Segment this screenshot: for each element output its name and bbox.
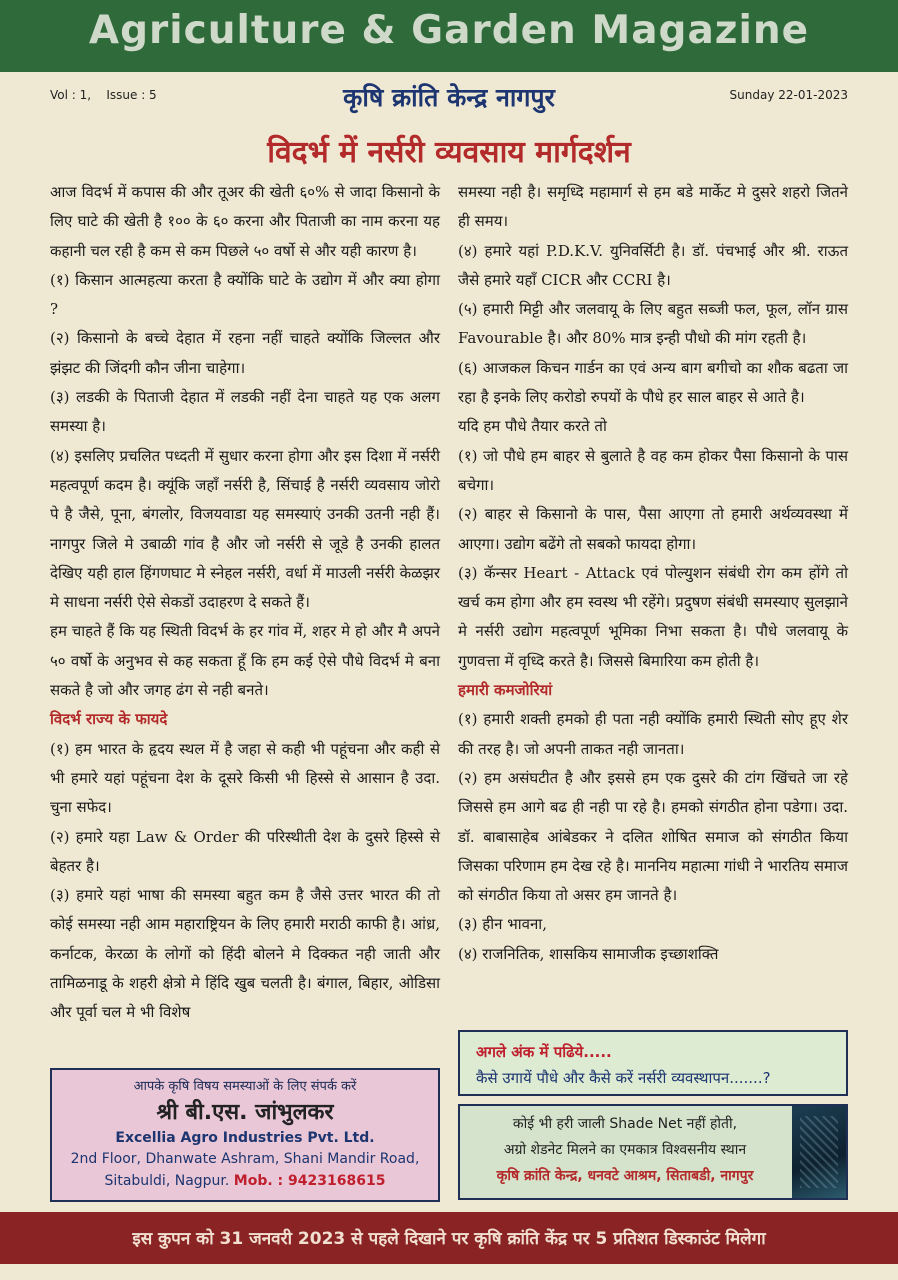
shade-net-line-3: कृषि क्रांति केन्द्र, धनवटे आश्रम, सिताबडी, नागपुर	[496, 1168, 754, 1184]
paragraph: (१) हमारी शक्ती हमको ही पता नही क्योंकि हमारी स्थिती सोए हूए शेर की तरह है। जो अपनी ताकत नही जानता।	[458, 710, 848, 758]
paragraph: यदि हम पौधे तैयार करते तो	[458, 417, 607, 436]
shade-net-photo	[792, 1106, 846, 1198]
paragraph: (१) किसान आत्महत्या करता है क्योंकि घाटे के उद्योग में और क्या होगा ?	[50, 270, 440, 319]
section-heading-weaknesses: हमारी कमजोरियां	[458, 681, 553, 700]
article-column-left	[50, 178, 440, 1028]
mobile-number: Mob. : 9423168615	[233, 1173, 386, 1189]
paragraph: (६) आजकल किचन गार्डन का एवं अन्य बाग बगीचो का शौक बढता जा रहा है इनके लिए करोडो रुपयों के पौधे हर साल बाहर से आते है।	[458, 358, 848, 407]
organization-name: कृषि क्रांति केन्द्र नागपुर	[343, 83, 555, 112]
section-heading-advantages: विदर्भ राज्य के फायदे	[50, 710, 168, 729]
shade-net-box	[458, 1104, 848, 1200]
contact-lead: आपके कृषि विषय समस्याओं के लिए संपर्क करें	[133, 1079, 357, 1094]
paragraph: (१) हम भारत के हृदय स्थल में है जहा से कही भी पहूंचना और कही से भी हमारे यहां पहूंचना देश के दूसरे किसी भी हिस्से से आसान है उदा. चुना सफेद।	[50, 739, 440, 817]
magazine-title: Agriculture & Garden Magazine	[88, 8, 810, 53]
coupon-text: इस कुपन को 31 जनवरी 2023 से पहले दिखाने पर कृषि क्रांति केंद्र पर 5 प्रतिशत डिस्काउंट मिलेगा	[132, 1229, 766, 1249]
paragraph: (१) जो पौधे हम बाहर से बुलाते है वह कम होकर पैसा किसानो के पास बचेगा।	[458, 446, 848, 494]
paragraph: (३) हमारे यहां भाषा की समस्या बहुत कम है जैसे उत्तर भारत की तो कोई समस्या नही आम महाराष्ट्रियन के लिए हमारी मराठी काफी है। आंध्र, कर्नाटक, केरळा के लोगों को हिंदी बोलने मे दिक्कत नही जाती और तामिळनाडू के शहरी क्षेत्रो मे हिंदि खुब चलती है। बंगाल, बिहार, ओडिसा और पूर्वा चल मे भी विशेष	[50, 886, 440, 1022]
coupon-footer	[0, 1212, 898, 1264]
address-line: 2nd Floor, Dhanwate Ashram, Shani Mandir Road,	[70, 1151, 420, 1167]
volume-label: Vol : 1,	[50, 88, 92, 102]
paragraph: आज विदर्भ में कपास की और तूअर की खेती ६०% से जादा किसानो के लिए घाटे की खेती है १०० के ६० करना और पिताजी का नाम करना यह कहानी चल रही है कम से कम पिछले ५० वर्षो से और यही कारण है।	[50, 183, 440, 260]
paragraph: (३) लडकी के पिताजी देहात में लडकी नहीं देना चाहते यह एक अलग समस्या है।	[50, 388, 440, 436]
masthead	[0, 0, 898, 72]
contact-box	[50, 1068, 440, 1202]
shade-net-line-1: कोई भी हरी जाली Shade Net नहीं होती,	[512, 1116, 738, 1132]
article-headline: विदर्भ में नर्सरी व्यवसाय मार्गदर्शन	[267, 135, 631, 170]
paragraph: हम चाहते हैं कि यह स्थिती विदर्भ के हर गांव में, शहर मे हो और मै अपने ५० वर्षो के अनुभव से कह सकता हूँ कि हम कई ऐसे पौधे विदर्भ मे बना सकते है जो और जगह ढंग से नही बनते।	[50, 622, 440, 700]
next-issue-body: कैसे उगायें पौधे और कैसे करें नर्सरी व्यवस्थापन.......?	[476, 1069, 771, 1087]
article-column-right	[458, 178, 848, 969]
contact-address	[52, 1148, 438, 1192]
paragraph: (३) कॅन्सर Heart - Attack एवं पोल्युशन संबंधी रोग कम होंगे तो खर्च कम होगा और हम स्वस्थ भी रहेंगे। प्रदुषण संबंधी समस्याए सुलझाने मे नर्सरी उद्योग महत्वपूर्ण भूमिका निभा सकता है। पौधे जलवायू के गुणवत्ता में वृध्दि करते है। जिससे बिमारिया कम होती है।	[458, 563, 848, 670]
next-issue-title: अगले अंक में पढिये.....	[476, 1043, 612, 1061]
next-issue-box	[458, 1030, 848, 1096]
paragraph: (५) हमारी मिट्टी और जलवायू के लिए बहुत सब्जी फल, फूल, लॉन ग्रास Favourable है। और 80% मात्र इन्ही पौधो की मांग रहती है।	[458, 300, 848, 348]
paragraph: समस्या नही है। समृध्दि महामार्ग से हम बडे मार्केट मे दुसरे शहरो जितने ही समय।	[458, 183, 848, 231]
address-city: Sitabuldi, Nagpur.	[104, 1173, 230, 1189]
paragraph: (४) राजनितिक, शासकिय सामाजीक इच्छाशक्ति	[458, 944, 719, 963]
paragraph: (४) इसलिए प्रचलित पध्दती में सुधार करना होगा और इस दिशा में नर्सरी महत्वपूर्ण कदम है। क्यूंकि जहाँ नर्सरी है, सिंचाई है नर्सरी व्यवसाय जोरो पे है जैसे, पूना, बंगलोर, विजयवाडा यह समस्याएं उनकी उतनी नही हैं। नागपुर जिले मे उबाळी गांव है और जो नर्सरी से जूडे है उनकी हालत देखिए यही हाल हिंगणघाट मे स्नेहल नर्सरी, वर्धा में माउली नर्सरी केळझर मे साधना नर्सरी ऐसे सेकडों उदाहरण दे सकते हैं।	[50, 446, 440, 612]
paragraph: (२) किसानो के बच्चे देहात में रहना नहीं चाहते क्योंकि जिल्लत और झंझट की जिंदगी कौन जीना चाहेगा।	[50, 329, 440, 377]
issue-info-bar	[0, 72, 898, 120]
paragraph: (२) हम असंघटीत है और इससे हम एक दुसरे की टांग खिंचते जा रहे जिससे हम आगे बढ ही नही पा रहे है। हमको संगठीत होना पडेगा। उदा. डॉ. बाबासाहेब आंबेडकर ने दलित शोषित समाज को संगठीत किया जिसका परिणाम हम देख रहे है। माननिय महात्मा गांधी ने भारतिय समाज को संगठीत किया तो असर हम जानते है।	[458, 768, 848, 905]
contact-company: Excellia Agro Industries Pvt. Ltd.	[115, 1130, 375, 1146]
address-line-2	[52, 1170, 438, 1192]
paragraph: (२) बाहर से किसानो के पास, पैसा आएगा तो हमारी अर्थव्यवस्था में आएगा। उद्योग बढेंगे तो सबको फायदा होगा।	[458, 505, 848, 553]
issue-label: Issue : 5	[106, 88, 157, 102]
paragraph: (४) हमारे यहां P.D.K.V. युनिवर्सिटी है। डॉ. पंचभाई और श्री. राऊत जैसे हमारे यहाँ CICR और CCRI है।	[458, 241, 848, 289]
paragraph: (२) हमारे यहा Law & Order की परिस्थीती देश के दुसरे हिस्से से बेहतर है।	[50, 827, 440, 875]
issue-date: Sunday 22-01-2023	[729, 88, 848, 102]
shade-net-line-2: अग्रो शेडनेट मिलने का एमकात्र विश्वसनीय स्थान	[503, 1142, 747, 1158]
contact-name: श्री बी.एस. जांभुलकर	[156, 1100, 334, 1125]
paragraph: (३) हीन भावना,	[458, 915, 547, 934]
